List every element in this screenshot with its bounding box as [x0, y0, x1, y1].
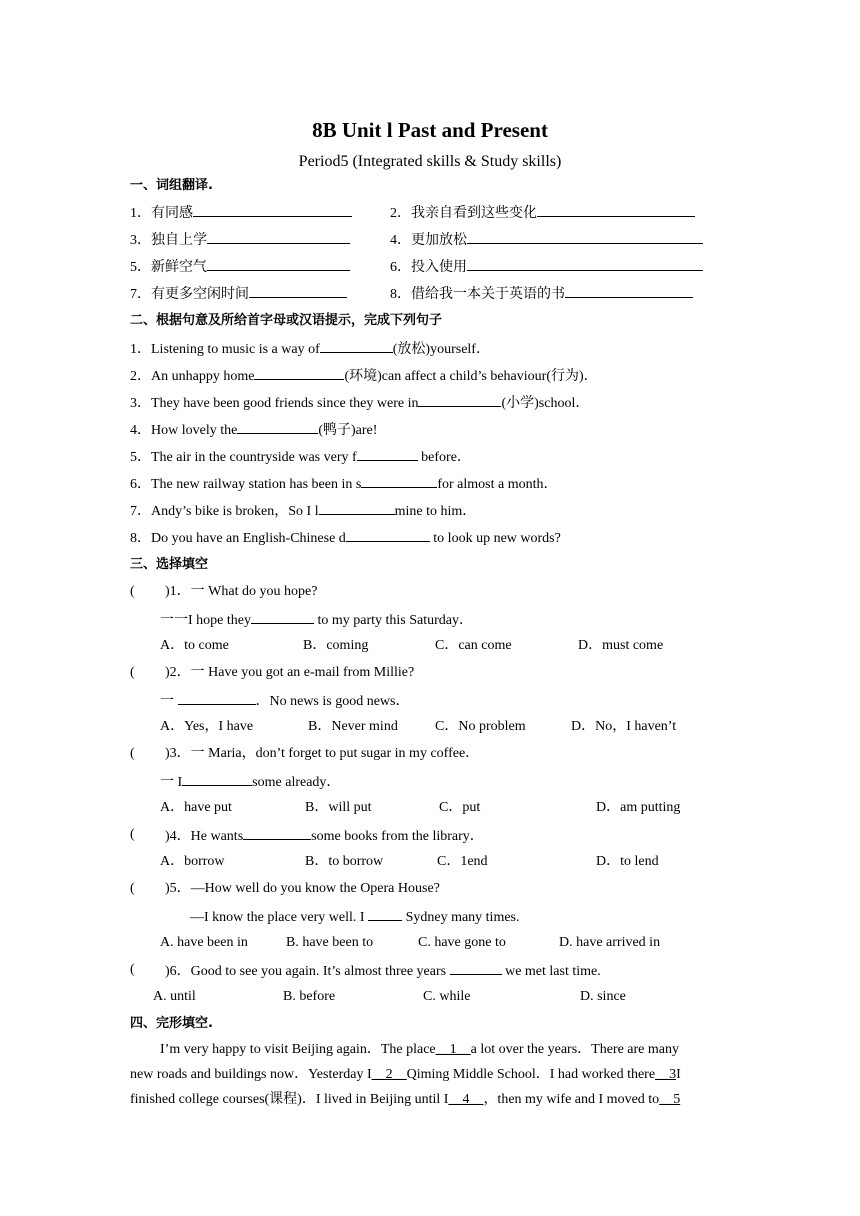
answer-paren: (	[130, 665, 135, 680]
option-b[interactable]: B．coming	[303, 638, 369, 653]
option-c[interactable]: C．put	[439, 800, 481, 815]
option-c[interactable]: C．1end	[437, 854, 488, 869]
list-item: 4．更加放松	[390, 230, 703, 250]
blank-4: __4__	[448, 1092, 484, 1107]
list-item: 6．The new railway station has been in s for almost a month．	[130, 474, 557, 494]
option-b[interactable]: B．Never mind	[308, 719, 398, 734]
passage-line: I’m very happy to visit Beijing again．The place__1__a lot over the years．There are many	[160, 1042, 680, 1057]
list-item: 1．有同感	[130, 203, 352, 223]
question-2-line2: 一 ．No news is good news．	[160, 691, 410, 711]
question-2: )2．一 Have you got an e-mail from Millie?	[165, 665, 415, 680]
question-3-line2: 一 I some already．	[160, 772, 340, 792]
option-d[interactable]: D．am putting	[596, 800, 681, 815]
option-d[interactable]: D. have arrived in	[559, 935, 661, 950]
list-item: 2．我亲自看到这些变化	[390, 203, 695, 223]
option-a[interactable]: A．have put	[160, 800, 232, 815]
option-c[interactable]: C. have gone to	[418, 935, 506, 950]
option-c[interactable]: C．can come	[435, 638, 512, 653]
list-item: 7．Andy’s bike is broken，So I l mine to him．	[130, 501, 476, 521]
list-item: 5．The air in the countryside was very f before．	[130, 447, 471, 467]
option-d[interactable]: D．No，I haven’t	[571, 719, 677, 734]
list-item: 2．An unhappy home (环境)can affect a child’s behaviour(行为)．	[130, 366, 598, 386]
option-a[interactable]: A．to come	[160, 638, 229, 653]
option-b[interactable]: B. before	[283, 989, 336, 1004]
option-a[interactable]: A. have been in	[160, 935, 248, 950]
list-item: 3．They have been good friends since they were in (小学)school．	[130, 393, 589, 413]
option-a[interactable]: A. until	[153, 989, 196, 1004]
option-d[interactable]: D．must come	[578, 638, 664, 653]
passage-line: finished college courses(课程)．I lived in Beijing until I__4__，then my wife and I moved to__5	[130, 1092, 681, 1107]
list-item: 7．有更多空闲时间	[130, 284, 347, 304]
list-item: 5．新鲜空气	[130, 257, 350, 277]
answer-paren: (	[130, 827, 135, 842]
answer-paren: (	[130, 962, 135, 977]
passage-line: new roads and buildings now．Yesterday I__2__Qiming Middle School．I had worked there__3I	[130, 1067, 681, 1082]
list-item: 8．Do you have an English-Chinese d to look up new words?	[130, 528, 561, 548]
option-a[interactable]: A．borrow	[160, 854, 225, 869]
answer-paren: (	[130, 584, 135, 599]
answer-paren: (	[130, 746, 135, 761]
section-1-heading: 一、词组翻译.	[130, 178, 213, 193]
list-item: 4．How lovely the (鸭子)are!	[130, 420, 377, 440]
option-d[interactable]: D．to lend	[596, 854, 659, 869]
option-b[interactable]: B. have been to	[286, 935, 374, 950]
list-item: 1．Listening to music is a way of (放松)yourself．	[130, 339, 490, 359]
answer-paren: (	[130, 881, 135, 896]
option-d[interactable]: D. since	[580, 989, 626, 1004]
section-2-heading: 二、根据句意及所给首字母或汉语提示，完成下列句子	[130, 313, 443, 328]
question-5: )5．—How well do you know the Opera House?	[165, 881, 440, 896]
page-title: 8B Unit l Past and Present	[312, 118, 548, 142]
list-item: 8．借给我一本关于英语的书	[390, 284, 693, 304]
question-1: )1．一 What do you hope?	[165, 584, 318, 599]
option-a[interactable]: A．Yes，I have	[160, 719, 254, 734]
section-4-heading: 四、完形填空.	[130, 1016, 213, 1031]
option-b[interactable]: B．will put	[305, 800, 372, 815]
question-1-line2: 一一I hope they to my party this Saturday．	[160, 610, 473, 630]
option-c[interactable]: C．No problem	[435, 719, 526, 734]
question-6: )6．Good to see you again. It’s almost three years we met last time.	[165, 961, 601, 981]
section-3-heading: 三、选择填空	[130, 557, 209, 572]
list-item: 6．投入使用	[390, 257, 703, 277]
option-c[interactable]: C. while	[423, 989, 471, 1004]
question-5-line2: —I know the place very well. I Sydney many times.	[190, 907, 520, 927]
blank-2: __2__	[371, 1067, 407, 1082]
option-b[interactable]: B．to borrow	[305, 854, 384, 869]
blank-5: __5	[659, 1092, 681, 1107]
blank-1: __1__	[435, 1042, 471, 1057]
page-subtitle: Period5 (Integrated skills & Study skills)	[298, 153, 562, 170]
question-3: )3．一 Maria，don’t forget to put sugar in my coffee．	[165, 746, 480, 761]
blank-3: __3	[655, 1067, 677, 1082]
list-item: 3．独自上学	[130, 230, 350, 250]
question-4: )4．He wants some books from the library．	[165, 826, 484, 846]
